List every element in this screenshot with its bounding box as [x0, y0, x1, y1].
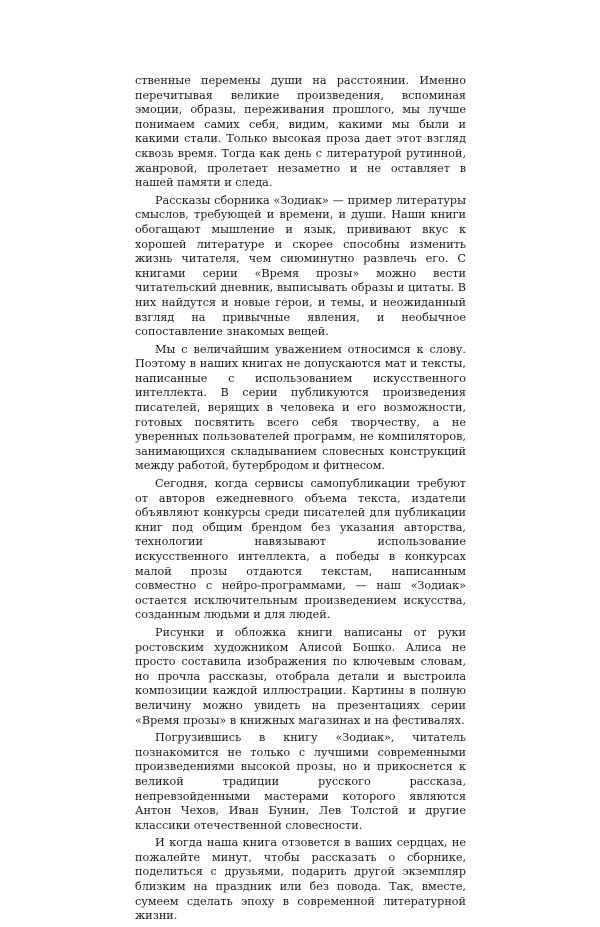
paragraph-4: Сегодня, когда сервисы самопубликации требуют от авторов ежедневного объема текста, издатели объявляют конкурсы среди писателей для публикации книг под общим брендом без указания авторства, технологии навязывают использование искусственного интеллекта, а победы в конкурсах малой прозы отдаются текстам, написанным совместно с нейро-программами, — наш «Зодиак» остается исключительным произведением искусства, созданным людьми и для людей. — [135, 477, 466, 622]
paragraph-5: Рисунки и обложка книги написаны от руки ростовским художником Алисой Бошко. Алиса не просто составила изображения по ключевым словам, но прочла рассказы, отобрала детали и выстроила композиции каждой иллюстрации. Картины в полную величину можно увидеть на презентациях серии «Время прозы» в книжных магазинах и на фестивалях. — [135, 625, 466, 727]
paragraph-3: Мы с величайшим уважением относимся к слову. Поэтому в наших книгах не допускаются мат и тексты, написанные с использованием искусственного интеллекта. В серии публикуются произведения писателей, верящих в человека и его возможности, готовых посвятить всего себя творчеству, а не уверенных пользователей программ, не компиляторов, занимающихся складыванием словесных конструкций между работой, бутербродом и фитнесом. — [135, 342, 466, 473]
paragraph-1: ственные перемены души на расстоянии. Именно перечитывая великие произведения, вспоминая эмоции, образы, переживания прошлого, мы лучше понимаем самих себя, видим, какими мы были и какими стали. Только высокая проза дает этот взгляд сквозь время. Тогда как день с литературой рутинной, жанровой, пролетает незаметно и не оставляет в нашей памяти и следа. — [135, 74, 466, 190]
paragraph-2: Рассказы сборника «Зодиак» — пример литературы смыслов, требующей и времени, и души. Наши книги обогащают мышление и язык, прививают вкус к хорошей литературе и скорее способны изменить жизнь читателя, чем сиюминутно развлечь его. С книгами серии «Время прозы» можно вести читательский дневник, выписывать образы и цитаты. В них найдутся и новые герои, и темы, и неожиданный взгляд на привычные явления, и необычное сопоставление знакомых вещей. — [135, 193, 466, 339]
body-text — [135, 74, 466, 927]
paragraph-7: И когда наша книга отзовется в ваших сердцах, не пожалейте минут, чтобы рассказать о сборнике, поделиться с друзьями, подарить другой экземпляр близким на праздник или без повода. Так, вместе, сумеем сделать эпоху в современной литературной жизни. — [135, 836, 466, 923]
paragraph-6: Погрузившись в книгу «Зодиак», читатель познакомится не только с лучшими современными произведениями высокой прозы, но и прикоснется к великой традиции русского рассказа, непревзойденными мастерами которого являются Антон Чехов, Иван Бунин, Лев Толстой и другие классики отечественной словесности. — [135, 731, 466, 832]
